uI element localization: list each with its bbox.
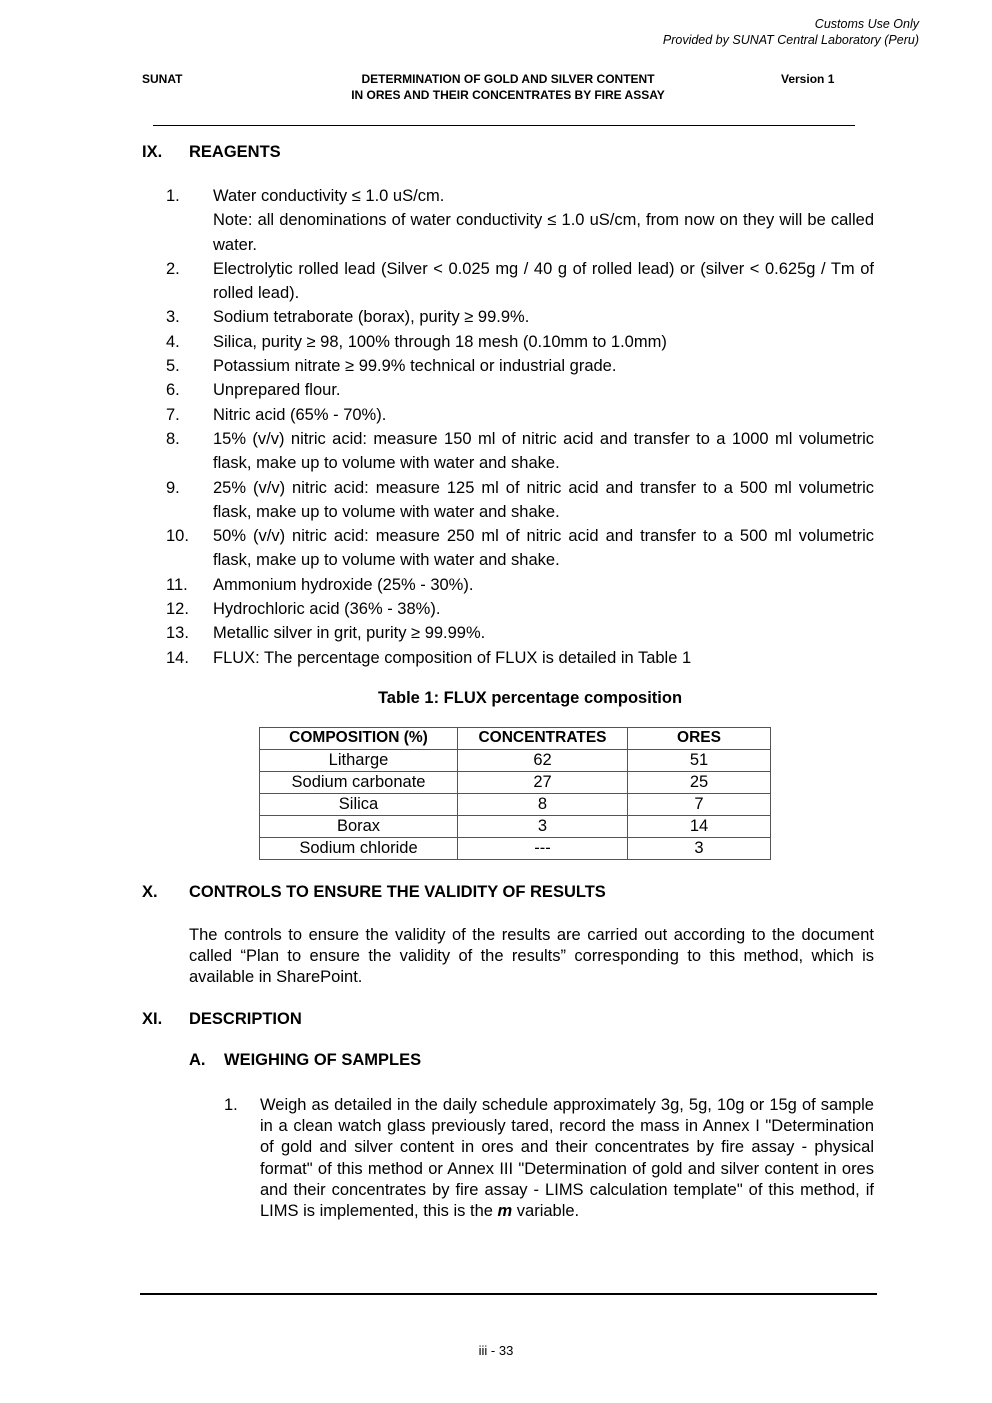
list-item bbox=[166, 184, 874, 257]
list-item bbox=[166, 378, 874, 402]
step-text: Weigh as detailed in the daily schedule approximately 3g, 5g, 10g or 15g of sample in a clean watch glass previously tared, record the mass in Annex I "Determination of gold and silver content in ores and their concentrates by fire assay - physical format" of this method or Annex III "Determination of gold and silver content in ores and their concentrates by fire assay - LIMS calculation template" of this method, if LIMS is implemented, this is the bbox=[260, 1096, 874, 1221]
subsection-a-number: A. bbox=[189, 1051, 206, 1069]
column-header: COMPOSITION (%) bbox=[260, 728, 458, 750]
table-cell: 62 bbox=[458, 750, 628, 772]
list-item-text: Sodium tetraborate (borax), purity ≥ 99.9%. bbox=[213, 308, 530, 327]
list-item-number: 11. bbox=[166, 575, 188, 594]
table-cell: 27 bbox=[458, 772, 628, 794]
list-item bbox=[166, 573, 874, 597]
section-x-title: CONTROLS TO ENSURE THE VALIDITY OF RESULTS bbox=[189, 883, 606, 901]
list-item bbox=[166, 597, 874, 621]
list-item bbox=[166, 427, 874, 476]
list-item-text: Potassium nitrate ≥ 99.9% technical or industrial grade. bbox=[213, 357, 617, 376]
flux-composition-table bbox=[259, 727, 771, 860]
table-row bbox=[260, 838, 771, 860]
section-xi-title: DESCRIPTION bbox=[189, 1010, 302, 1028]
subsection-a-heading bbox=[189, 1051, 421, 1070]
list-item-number: 13. bbox=[166, 624, 189, 643]
table-cell: 51 bbox=[628, 750, 771, 772]
list-item-number: 1. bbox=[166, 187, 180, 205]
table-cell: 25 bbox=[628, 772, 771, 794]
list-item bbox=[166, 476, 874, 525]
list-item-text: Electrolytic rolled lead (Silver < 0.025 mg / 40 g of rolled lead) or (silver < 0.625g / Tm of rolled lead). bbox=[213, 259, 874, 303]
list-item-text: 50% (v/v) nitric acid: measure 250 ml of nitric acid and transfer to a 500 ml volumetric flask, make up to volume with water and shake. bbox=[213, 527, 874, 570]
list-item-note: Note: all denominations of water conductivity ≤ 1.0 uS/cm, from now on they will be called water. bbox=[213, 211, 874, 254]
list-item-text: Hydrochloric acid (36% - 38%). bbox=[213, 600, 441, 619]
table-cell: Silica bbox=[260, 794, 458, 816]
list-item bbox=[166, 330, 874, 354]
list-item-text: 25% (v/v) nitric acid: measure 125 ml of nitric acid and transfer to a 500 ml volumetric flask, make up to volume with water and shake. bbox=[213, 478, 874, 521]
list-item-text: Ammonium hydroxide (25% - 30%). bbox=[213, 575, 474, 594]
list-item bbox=[166, 524, 874, 573]
list-item-number: 2. bbox=[166, 259, 180, 278]
list-item-number: 5. bbox=[166, 357, 180, 376]
list-item-number: 6. bbox=[166, 381, 180, 400]
footer-divider bbox=[140, 1293, 877, 1295]
list-item-number: 14. bbox=[166, 648, 189, 667]
customs-notice-line1: Customs Use Only bbox=[814, 17, 919, 31]
list-item-number: 3. bbox=[166, 308, 180, 327]
list-item-text: Nitric acid (65% - 70%). bbox=[213, 405, 387, 424]
controls-paragraph: The controls to ensure the validity of the results are carried out according to the document called “Plan to ensure the validity of the results” corresponding to this method, which is available in SharePoint. bbox=[189, 926, 874, 986]
customs-notice bbox=[663, 16, 919, 48]
header-title-line1: DETERMINATION OF GOLD AND SILVER CONTENT bbox=[361, 72, 655, 86]
section-x-number: X. bbox=[142, 883, 158, 901]
list-item bbox=[166, 403, 874, 427]
table-cell: 8 bbox=[458, 794, 628, 816]
table-cell: Litharge bbox=[260, 750, 458, 772]
table-cell: 3 bbox=[628, 838, 771, 860]
header-org: SUNAT bbox=[142, 72, 183, 86]
section-ix-title: REAGENTS bbox=[189, 143, 281, 161]
table-row bbox=[260, 750, 771, 772]
list-item-number: 12. bbox=[166, 600, 189, 619]
column-header: ORES bbox=[628, 728, 771, 750]
page-number: iii - 33 bbox=[478, 1343, 514, 1358]
list-item-number: 10. bbox=[166, 527, 189, 546]
list-item-number: 7. bbox=[166, 405, 180, 424]
list-item bbox=[166, 257, 874, 306]
weighing-step-1 bbox=[224, 1095, 874, 1222]
customs-notice-line2: Provided by SUNAT Central Laboratory (Peru) bbox=[662, 33, 919, 47]
list-item-text: FLUX: The percentage composition of FLUX is detailed in Table 1 bbox=[213, 648, 692, 667]
section-ix-number: IX. bbox=[142, 143, 163, 161]
list-item-text: Water conductivity ≤ 1.0 uS/cm. bbox=[213, 187, 445, 205]
reagents-list bbox=[166, 184, 874, 670]
table-header-row bbox=[260, 728, 771, 750]
list-item-number: 8. bbox=[166, 429, 180, 448]
table-cell: Borax bbox=[260, 816, 458, 838]
list-item bbox=[166, 621, 874, 645]
list-item bbox=[166, 354, 874, 378]
list-item-text: Unprepared flour. bbox=[213, 381, 341, 400]
step-number: 1. bbox=[224, 1096, 238, 1114]
column-header: CONCENTRATES bbox=[458, 728, 628, 750]
list-item bbox=[166, 305, 874, 329]
table-cell: Sodium carbonate bbox=[260, 772, 458, 794]
header-title-line2: IN ORES AND THEIR CONCENTRATES BY FIRE ASSAY bbox=[351, 88, 665, 102]
header-title bbox=[300, 71, 716, 103]
list-item-text: Silica, purity ≥ 98, 100% through 18 mesh (0.10mm to 1.0mm) bbox=[213, 332, 667, 351]
table-row bbox=[260, 794, 771, 816]
step-text-end: variable. bbox=[512, 1202, 580, 1221]
list-item-number: 9. bbox=[166, 478, 180, 497]
table-cell: --- bbox=[458, 838, 628, 860]
step-variable: m bbox=[497, 1202, 513, 1221]
table-cell: 7 bbox=[628, 794, 771, 816]
list-item bbox=[166, 646, 874, 670]
header-divider bbox=[153, 125, 855, 126]
list-item-text: 15% (v/v) nitric acid: measure 150 ml of nitric acid and transfer to a 1000 ml volumetric flask, make up to volume with water and shake. bbox=[213, 429, 874, 473]
list-item-number: 4. bbox=[166, 332, 180, 351]
subsection-a-title: WEIGHING OF SAMPLES bbox=[224, 1051, 422, 1069]
table-row bbox=[260, 816, 771, 838]
header-version: Version 1 bbox=[781, 72, 835, 86]
list-item-text: Metallic silver in grit, purity ≥ 99.99%. bbox=[213, 624, 486, 643]
table-cell: 3 bbox=[458, 816, 628, 838]
section-xi-number: XI. bbox=[142, 1010, 163, 1028]
table-cell: 14 bbox=[628, 816, 771, 838]
table-caption: Table 1: FLUX percentage composition bbox=[377, 689, 683, 707]
table-row bbox=[260, 772, 771, 794]
table-cell: Sodium chloride bbox=[260, 838, 458, 860]
